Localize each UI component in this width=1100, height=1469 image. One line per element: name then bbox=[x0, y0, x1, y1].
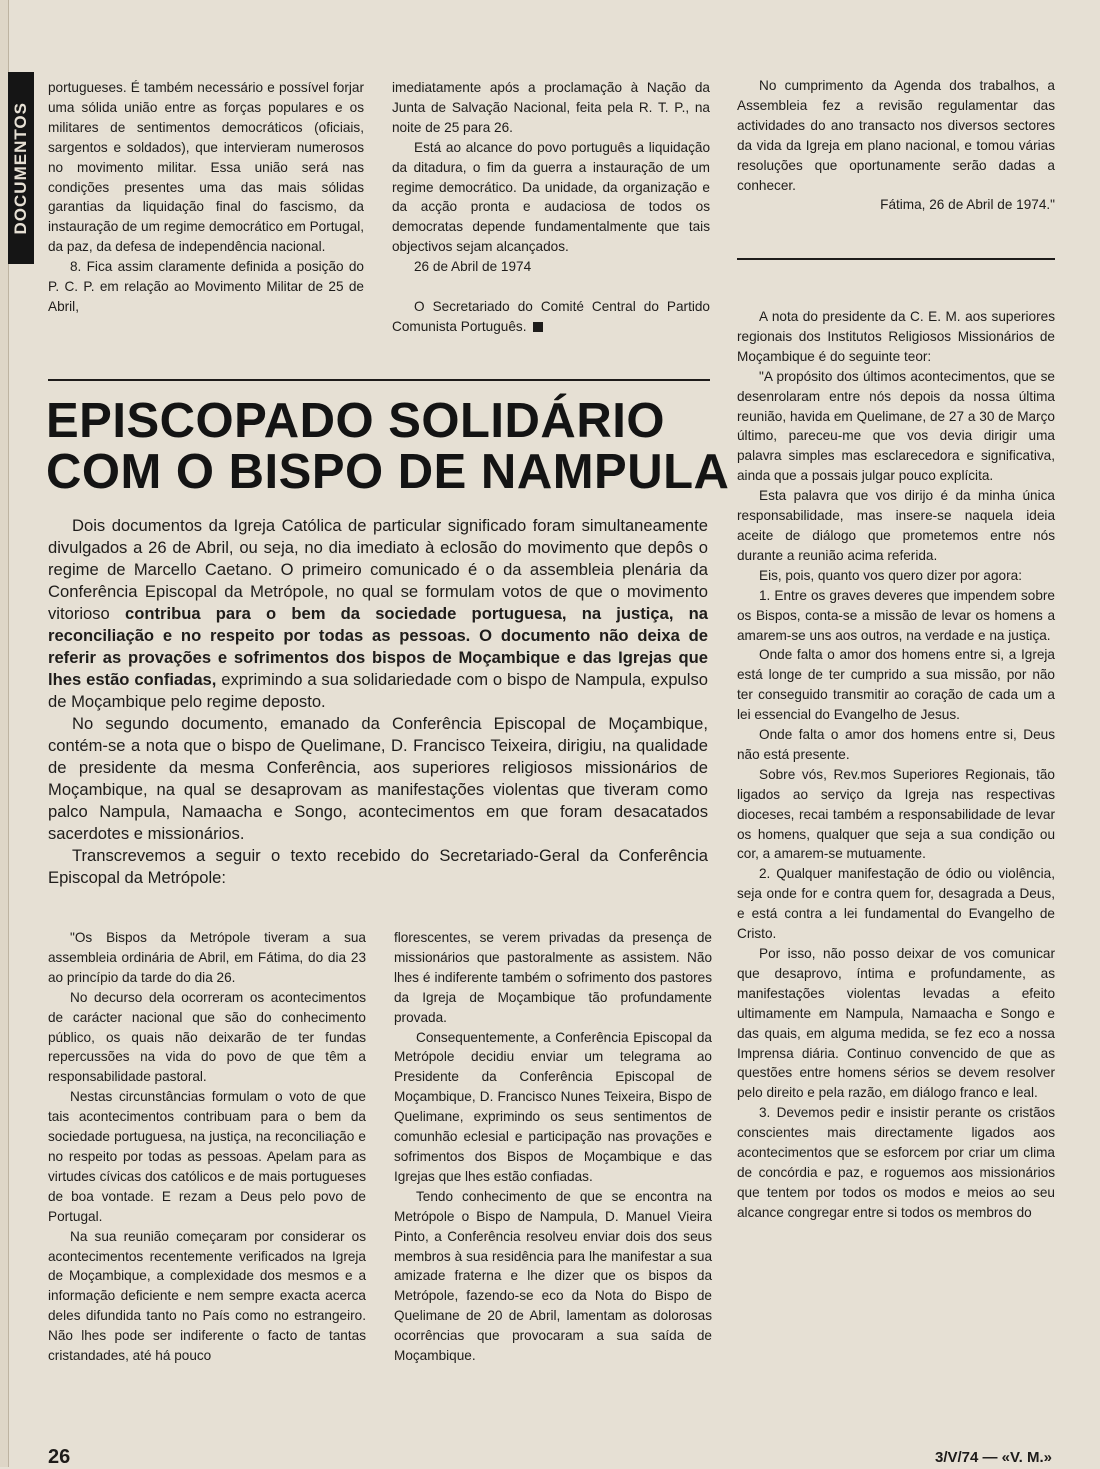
paragraph: Nestas circunstâncias formulam o voto de que tais acontecimentos contribuam para o bem da sociedade portuguesa, na justiça, na reconciliação e no respeito por todas as pessoas. Apelam para as virtudes cívicas dos católicos e de mais portugueses de boa vontade. E rezam a Deus pelo povo de Portugal. bbox=[48, 1089, 366, 1224]
paragraph: A nota do presidente da C. E. M. aos superiores regionais dos Institutos Religiosos Missionários de Moçambique é do seguinte teor: bbox=[737, 309, 1055, 364]
paragraph: Por isso, não posso deixar de vos comunicar que desaprovo, íntima e profundamente, as manifestações violentas levadas a efeito ultimamente em Nampula, Namaacha e Songo e das quais, em alguma medida, se fez eco a nossa Imprensa diária. Continuo convencido de que as questões entre homens sérios se devem resolver pelo direito e pela razão, em diálogo franco e leal. bbox=[737, 946, 1055, 1101]
paragraph: Onde falta o amor dos homens entre si, a Igreja está longe de ter cumprido a sua missão, por não ter conseguido transmitir ao coração de cada um a lei essencial do Evangelho de Jesus. bbox=[737, 647, 1055, 723]
paragraph: 3. Devemos pedir e insistir perante os cristãos conscientes mais directamente ligados aos acontecimentos que se esforcem por criar um clima de concórdia e paz, e roguemos aos missionários que tentem por todos os modos e meios ao seu alcance congregar entre si todos os membros do bbox=[737, 1105, 1055, 1220]
paragraph: Esta palavra que vos dirijo é da minha única responsabilidade, mas insere-se naquela ideia aceite de diálogo que prometemos entre nós durante a reunião acima referida. bbox=[737, 488, 1055, 563]
spacer bbox=[392, 277, 710, 297]
column-5 bbox=[394, 928, 712, 1366]
paragraph: 2. Qualquer manifestação de ódio ou violência, seja onde for e contra quem for, desagrada a Deus, e está contra a lei fundamental do Evangelho de Cristo. bbox=[737, 866, 1055, 942]
paragraph: No cumprimento da Agenda dos trabalhos, a Assembleia fez a revisão regulamentar das actividades do ano transacto nos diversos sectores da vida da Igreja em plano nacional, e tomou várias resoluções que oportunamente serão dadas a conhecer. bbox=[737, 78, 1055, 193]
date-line: 26 de Abril de 1974 bbox=[414, 259, 532, 275]
lede-paragraph bbox=[48, 515, 708, 713]
section-tab: DOCUMENTOS bbox=[8, 72, 34, 264]
paragraph: Tendo conhecimento de que se encontra na Metrópole o Bispo de Nampula, D. Manuel Vieira Pinto, a Conferência resolveu enviar dois dos seus membros à sua residência para lhe manifestar a sua amizade fraterna e lhe dizer que os bispos da Metrópole, fazendo-se eco da Nota do Bispo de Quelimane de 20 de Abril, lamentam as dolorosas ocorrências que provocaram a sua saída de Moçambique. bbox=[394, 1188, 712, 1364]
paragraph: imediatamente após a proclamação à Nação da Junta de Salvação Nacional, feita pela R. T. P., na noite de 25 para 26. bbox=[392, 80, 710, 135]
column-3-top bbox=[737, 76, 1055, 215]
paragraph: Consequentemente, a Conferência Episcopal da Metrópole decidiu enviar um telegrama ao Presidente da Conferência Episcopal de Moçambique, D. Francisco Nunes Teixeira, Bispo de Quelimane, exprimindo os seus sentimentos de comunhão eclesial e participação nas provações e sofrimentos dos Bispos de Moçambique e das Igrejas que lhes estão confiadas. bbox=[394, 1029, 712, 1184]
divider bbox=[737, 258, 1055, 260]
paragraph: Sobre vós, Rev.mos Superiores Regionais, tão ligados ao serviço da Igreja nas respectivas dioceses, recai também a responsabilidade de levar os homens, qualquer que seja a sua condição ou cor, a amarem-se mutuamente. bbox=[737, 766, 1055, 862]
page-number: 26 bbox=[48, 1446, 71, 1468]
lede-paragraph: Transcrevemos a seguir o texto recebido do Secretariado-Geral da Conferência Episcopal da Metrópole: bbox=[48, 846, 708, 887]
lede-paragraph: No segundo documento, emanado da Conferência Episcopal de Moçambique, contém-se a nota que o bispo de Quelimane, D. Francisco Teixeira, dirigiu, na qualidade de presidente da mesma Conferência, aos superiores religiosos missionários de Moçambique, na qual se desaprovam as manifestações violentas que tiveram como palco Nampula, Namaacha e Songo, acontecimentos em que foram desacatados sacerdotes e missionários. bbox=[48, 714, 708, 843]
lede-bold-text: contribua para o bem da sociedade portuguesa, na justiça, na reconciliação e no respeito por todas as pessoas. O documento não deixa de referir as provações e sofrimentos dos bispos de Moçambique e das Igrejas que lhes estão confiadas, bbox=[48, 604, 708, 689]
lede bbox=[48, 515, 708, 889]
paragraph: Onde falta o amor dos homens entre si, Deus não está presente. bbox=[737, 727, 1055, 762]
paragraph: Na sua reunião começaram por considerar os acontecimentos recentemente verificados na Igreja de Moçambique, a complexidade dos mesmos e a informação deficiente e nem sempre exacta acerca deles difundida tanto no País como no estrangeiro. Não lhes pode ser indiferente o facto de tantas cristandades, até há pouco bbox=[48, 1228, 366, 1364]
paragraph: 1. Entre os graves deveres que impendem sobre os Bispos, conta-se a missão de levar os homens a amarem-se uns aos outros, na verdade e na justiça. bbox=[737, 587, 1055, 643]
paragraph: florescentes, se verem privadas da presença de missionários que pastoralmente as assistem. Não lhes é indiferente também o sofrimento dos pastores da Igreja de Moçambique tão profundamente provada. bbox=[394, 930, 712, 1025]
paragraph: "Os Bispos da Metrópole tiveram a sua assembleia ordinária de Abril, em Fátima, do dia 23 ao princípio da tarde do dia 26. bbox=[48, 930, 366, 985]
lede-text: Dois documentos da Igreja Católica de particular significado foram simultaneamente divulgados a 26 de Abril, ou seja, no dia imediato à eclosão do movimento que depôs o regime de Marcello Caetano. O primeiro comunicado é o da assembleia plenária da Conferência Episcopal da Metrópole, no qual se formulam votos de que o movimento vitorioso bbox=[48, 516, 708, 623]
headline-line-1: EPISCOPADO SOLIDÁRIO bbox=[46, 394, 665, 448]
column-1 bbox=[48, 78, 364, 317]
column-4 bbox=[48, 928, 366, 1366]
column-3 bbox=[737, 307, 1055, 1223]
paragraph: 8. Fica assim claramente definida a posição do P. C. P. em relação ao Movimento Militar de 25 de Abril, bbox=[48, 259, 364, 314]
paragraph: Está ao alcance do povo português a liquidação da ditadura, o fim da guerra a instauração de um regime democrático. Da unidade, da organização e da acção pronta e audaciosa de todos os democratas depende fundamentalmente que tais objectivos sejam alcançados. bbox=[392, 139, 710, 255]
headline-line-2: COM O BISPO DE NAMPULA bbox=[46, 445, 730, 499]
headline bbox=[46, 396, 736, 498]
paragraph: Eis, pois, quanto vos quero dizer por agora: bbox=[759, 567, 1022, 583]
end-of-article-mark bbox=[533, 322, 543, 332]
paragraph: No decurso dela ocorreram os acontecimentos de carácter nacional que são do conhecimento público, os quais não deixarão de ter fundas repercussões na vida do povo de que têm a responsabilidade pastoral. bbox=[48, 989, 366, 1085]
paragraph: "A propósito dos últimos acontecimentos, que se desenrolaram entre nós depois da nossa última reunião, havida em Quelimane, de 27 a 30 de Março último, pareceu-me que vos devia dirigir uma palavra simples mas esclarecedora e significativa, ainda que a possais julgar pouco explícita. bbox=[737, 368, 1055, 484]
lede-text: exprimindo a sua solidariedade com o bispo de Nampula, expulso de Moçambique pelo regime deposto. bbox=[48, 670, 708, 711]
issue-label: 3/V/74 — «V. M.» bbox=[934, 1449, 1052, 1466]
paragraph: portugueses. É também necessário e possível forjar uma sólida união entre as forças populares e os militares de sentimentos democráticos (oficiais, sargentos e soldados), que intervieram numerosos no movimento militar. Essa união será nas condições presentes uma das mais sólidas garantias da liquidação final do fascismo, da instauração de um regime democrático em Portugal, da paz, da defesa de independência nacional. bbox=[48, 80, 364, 255]
signature-text: O Secretariado do Comité Central do Partido Comunista Português. bbox=[392, 298, 710, 334]
divider bbox=[48, 379, 710, 381]
dateline: Fátima, 26 de Abril de 1974." bbox=[880, 197, 1055, 213]
signature bbox=[392, 297, 710, 337]
column-2 bbox=[392, 78, 710, 337]
